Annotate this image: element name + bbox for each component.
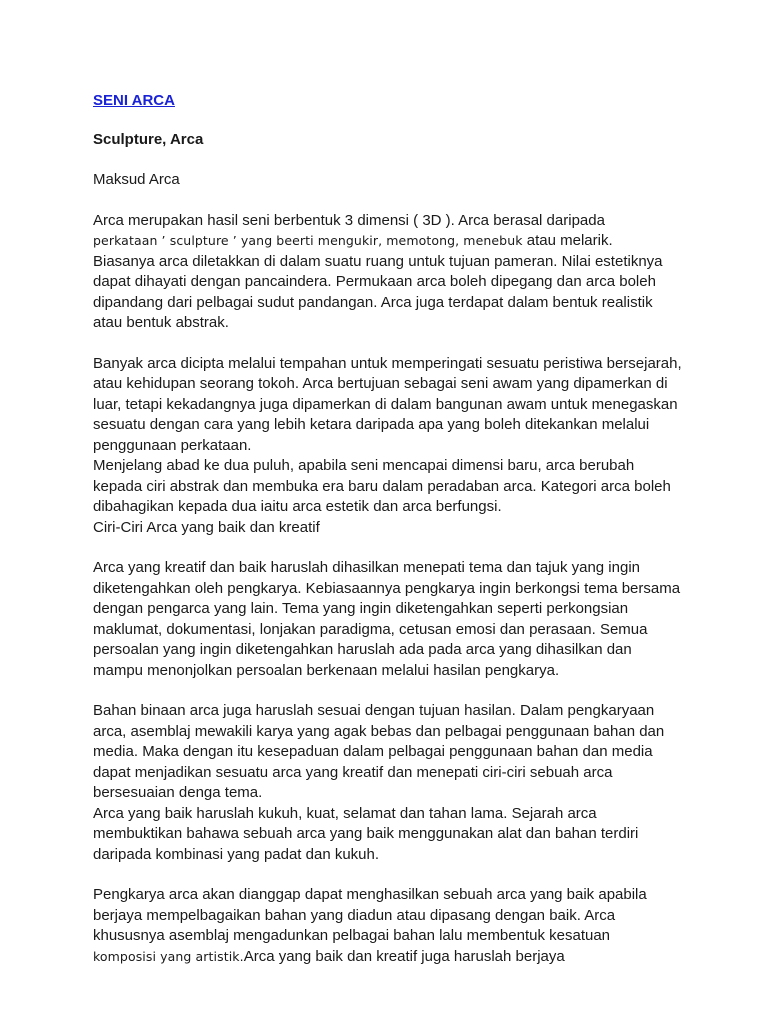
paragraph-1-line-b [93, 231, 683, 252]
paragraph-1-line-c: Biasanya arca diletakkan di dalam suatu ruang untuk tujuan pameran. Nilai estetiknya dapat dihayati dengan pancaindera. Permukaan arca boleh dipegang dan arca boleh dipandang dari pelbagai sudut pandangan. Arca juga terdapat dalam bentuk realistik atau bentuk abstrak. [93, 252, 663, 331]
paragraph-4-block [93, 558, 683, 681]
paragraph-1-rest-text: atau melarik. [522, 232, 613, 249]
paragraph-7-block [93, 885, 683, 967]
paragraph-2: Banyak arca dicipta melalui tempahan untuk memperingati sesuatu peristiwa bersejarah, atau kehidupan seorang tokoh. Arca bertujuan sebagai seni awam yang dipamerkan di luar, tetapi kekadangnya juga dipamerkan di dalam bangunan awam untuk menegaskan sesuatu dengan cara yang lebih ketara daripada apa yang boleh ditekankan melalui penggunaan perkataan. [93, 354, 682, 454]
paragraph-1 [93, 211, 683, 334]
paragraph-2-block [93, 354, 683, 539]
subtitle: Sculpture, Arca [93, 130, 204, 148]
paragraph-1-line-a: Arca merupakan hasil seni berbentuk 3 dimensi ( 3D ). Arca berasal daripada [93, 211, 605, 229]
paragraph-7-line-a: Pengkarya arca akan dianggap dapat menghasilkan sebuah arca yang baik apabila berjaya mempelbagaikan bahan yang diadun atau dipasang dengan baik. Arca khususnya asemblaj mengadunkan pelbagai bahan lalu membentuk kesatuan [93, 886, 647, 944]
paragraph-4: Arca yang kreatif dan baik haruslah dihasilkan menepati tema dan tajuk yang ingin diketengahkan oleh pengkarya. Kebiasaannya pengkarya ingin berkongsi tema bersama dengan pengarca yang lain. Tema yang ingin diketengahkan seperti perkongsian maklumat, dokumentasi, lonjakan paradigma, cetusan emosi dan perasaan. Semua persoalan yang ingin diketengahkan haruslah ada pada arca yang dihasilkan dan mampu menonjolkan persoalan berkenaan melalui hasilan pengkarya. [93, 559, 681, 679]
title-link[interactable]: SENI ARCA [93, 92, 175, 109]
paragraph-1-narrow-text: perkataan ’ sculpture ’ yang beerti mengukir, memotong, menebuk [93, 233, 523, 248]
paragraph-7-line-b [93, 947, 683, 968]
heading-ciri-ciri: Ciri-Ciri Arca yang baik dan kreatif [93, 518, 320, 536]
document-page [93, 88, 683, 967]
paragraph-7-rest-text: Arca yang baik dan kreatif juga haruslah berjaya [243, 947, 565, 965]
paragraph-5: Bahan binaan arca juga haruslah sesuai dengan tujuan hasilan. Dalam pengkaryaan arca, asemblaj mewakili karya yang agak bebas dan pelbagai penggunaan bahan dan media. Maka dengan itu kesepaduan dalam pelbagai penggunaan bahan dan media dapat menjadikan sesuatu arca yang kreatif dan menepati ciri-ciri sebuah arca bersesuaian denga tema. [93, 702, 665, 801]
paragraph-6: Arca yang baik haruslah kukuh, kuat, selamat dan tahan lama. Sejarah arca membuktikan bahawa sebuah arca yang baik menggunakan alat dan bahan terdiri daripada kombinasi yang padat dan kukuh. [93, 804, 639, 863]
paragraph-7-narrow-text: komposisi yang artistik. [93, 948, 244, 964]
heading-maksud-arca: Maksud Arca [93, 171, 180, 188]
paragraph-3: Menjelang abad ke dua puluh, apabila seni mencapai dimensi baru, arca berubah kepada ciri abstrak dan membuka era baru dalam peradaban arca. Kategori arca boleh dibahagikan kepada dua iaitu arca estetik dan arca berfungsi. [93, 457, 671, 515]
paragraph-5-block [93, 701, 683, 865]
